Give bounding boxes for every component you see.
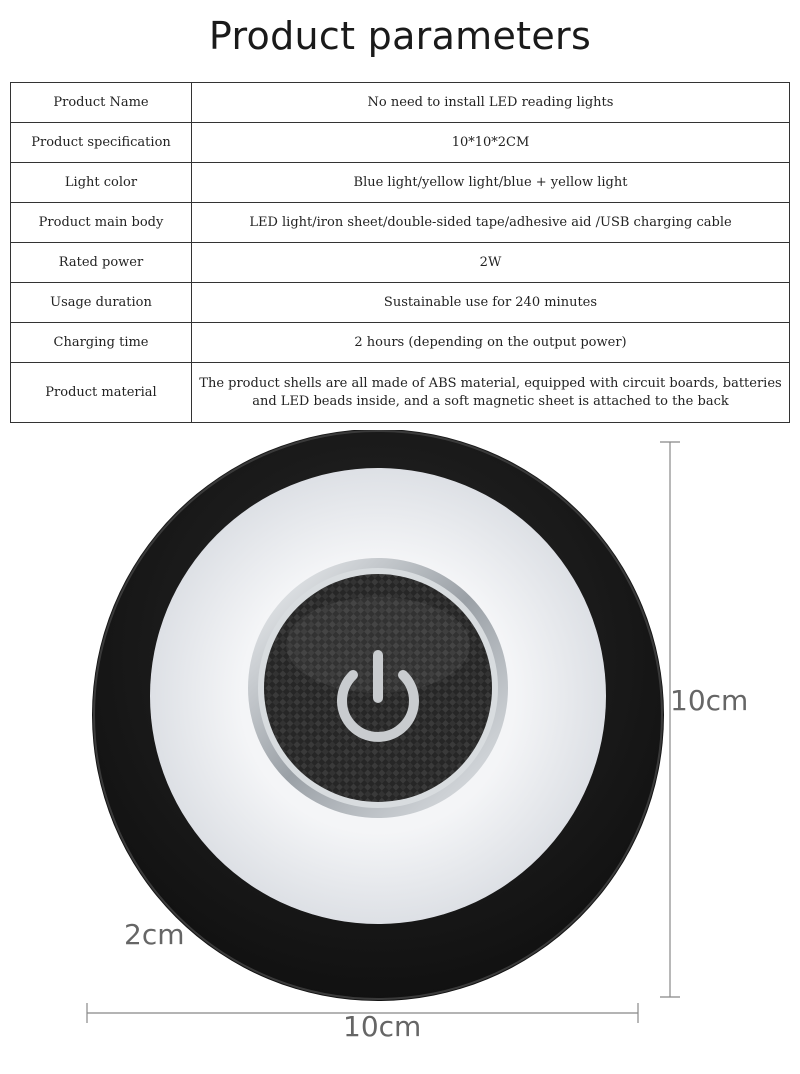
param-value: 10*10*2CM	[192, 123, 790, 163]
table-row	[11, 123, 790, 163]
param-name: Product main body	[11, 203, 192, 243]
table-row	[11, 243, 790, 283]
param-name: Usage duration	[11, 283, 192, 323]
param-value: 2 hours (depending on the output power)	[192, 323, 790, 363]
param-value: LED light/iron sheet/double-sided tape/adhesive aid /USB charging cable	[192, 203, 790, 243]
page-title: Product parameters	[208, 14, 592, 58]
table-row	[11, 283, 790, 323]
param-name: Product specification	[11, 123, 192, 163]
height-label: 10cm	[670, 684, 749, 717]
param-value: Sustainable use for 240 minutes	[192, 283, 790, 323]
table-row	[11, 163, 790, 203]
led-light-drawing	[0, 430, 800, 1070]
param-name: Rated power	[11, 243, 192, 283]
param-name: Product material	[11, 363, 192, 423]
width-label: 10cm	[343, 1010, 422, 1043]
product-illustration	[0, 430, 800, 1070]
parameters-table	[10, 82, 790, 423]
param-value: No need to install LED reading lights	[192, 83, 790, 123]
param-value: Blue light/yellow light/blue + yellow light	[192, 163, 790, 203]
param-name: Charging time	[11, 323, 192, 363]
param-name: Product Name	[11, 83, 192, 123]
table-row	[11, 363, 790, 423]
table-row	[11, 203, 790, 243]
param-value: The product shells are all made of ABS material, equipped with circuit boards, batteries and LED beads inside, and a soft magnetic sheet is attached to the back	[192, 363, 790, 423]
param-name: Light color	[11, 163, 192, 203]
table-row	[11, 323, 790, 363]
depth-label: 2cm	[124, 918, 185, 951]
param-value: 2W	[192, 243, 790, 283]
table-row	[11, 83, 790, 123]
